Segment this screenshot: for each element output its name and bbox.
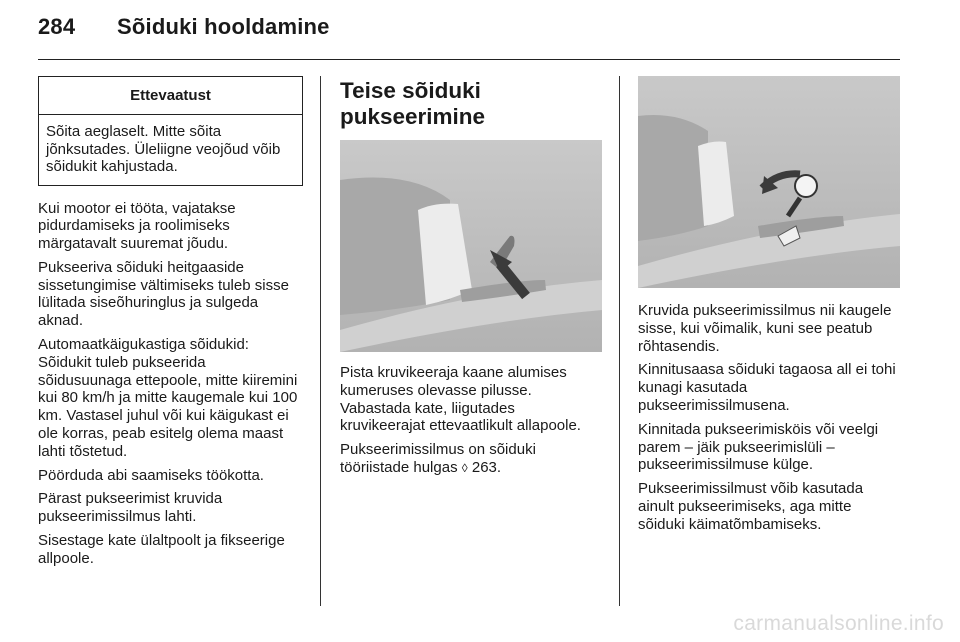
paragraph: Sisestage kate ülaltpoolt ja fikseerige allpoole. (38, 532, 285, 567)
section-heading: Teise sõiduki pukseerimine (340, 78, 486, 129)
paragraph: Automaatkäigukastiga sõidukid: Sõidukit tuleb pukseerida sõidusuunaga ettepoole, mitte kiiremini kui 80 km/h ja mitte kaugemale kui 100 km. Vastasel juhul või kui käigukast ei ole korras, peab esitelg olema maast lahti tõstetud. (38, 336, 298, 460)
page-header-title: Sõiduki hooldamine (117, 14, 330, 39)
watermark: carmanualsonline.info (733, 612, 944, 635)
bumper-cover-illustration (340, 140, 602, 352)
reference-arrow-icon: ◊ (461, 460, 468, 475)
page-number: 284 (38, 14, 76, 39)
column-divider (619, 76, 620, 606)
paragraph: Kinnitada pukseerimisköis või veelgi parem – jäik pukseerimislüli – pukseerimissilmuse külge. (638, 420, 879, 474)
paragraph: Pukseeriva sõiduki heitgaaside sissetungimise vältimiseks tuleb sisse lülitada siseõhuringlus ja sulgeda aknad. (38, 258, 289, 330)
column-divider (320, 76, 321, 606)
paragraph: Pärast pukseerimist kruvida pukseerimissilmus lahti. (38, 490, 223, 526)
reference-text: Pukseerimissilmus on sõiduki tööriistade hulgas (340, 441, 536, 476)
cross-reference (340, 441, 602, 478)
paragraph: Pukseerimissilmust võib kasutada ainult pukseerimiseks, aga mitte sõiduki käimatõmbamiseks. (638, 480, 864, 533)
paragraph: Pista kruvikeeraja kaane alumises kumeruses olevasse pilusse. Vabastada kate, liigutades kruvikeerajat ettevaatlikult allapoole. (340, 364, 581, 435)
paragraph: Kui mootor ei tööta, vajatakse pidurdamiseks ja roolimiseks märgatavalt suuremat jõudu. (38, 199, 236, 253)
middle-column (340, 76, 602, 484)
paragraph: Pöörduda abi saamiseks töökotta. (38, 466, 264, 484)
caution-text: Sõita aeglaselt. Mitte sõita jõnksutades. Üleliigne veojõud võib sõidukit kahjustada. (46, 123, 281, 175)
right-column (638, 76, 900, 540)
reference-page[interactable]: 263 (471, 458, 497, 476)
reference-end: . (496, 458, 502, 476)
paragraph: Kinnitusaasa sõiduki tagaosa all ei tohi kunagi kasutada pukseerimissilmusena. (638, 361, 896, 414)
caution-title: Ettevaatust (39, 77, 302, 115)
towing-eye-illustration (638, 76, 900, 288)
left-column (38, 76, 303, 574)
paragraph: Kruvida pukseerimissilmus nii kaugele sisse, kui võimalik, kuni see peatub rõhtasendis. (638, 302, 892, 355)
caution-box (38, 76, 303, 186)
header-rule (38, 59, 900, 60)
